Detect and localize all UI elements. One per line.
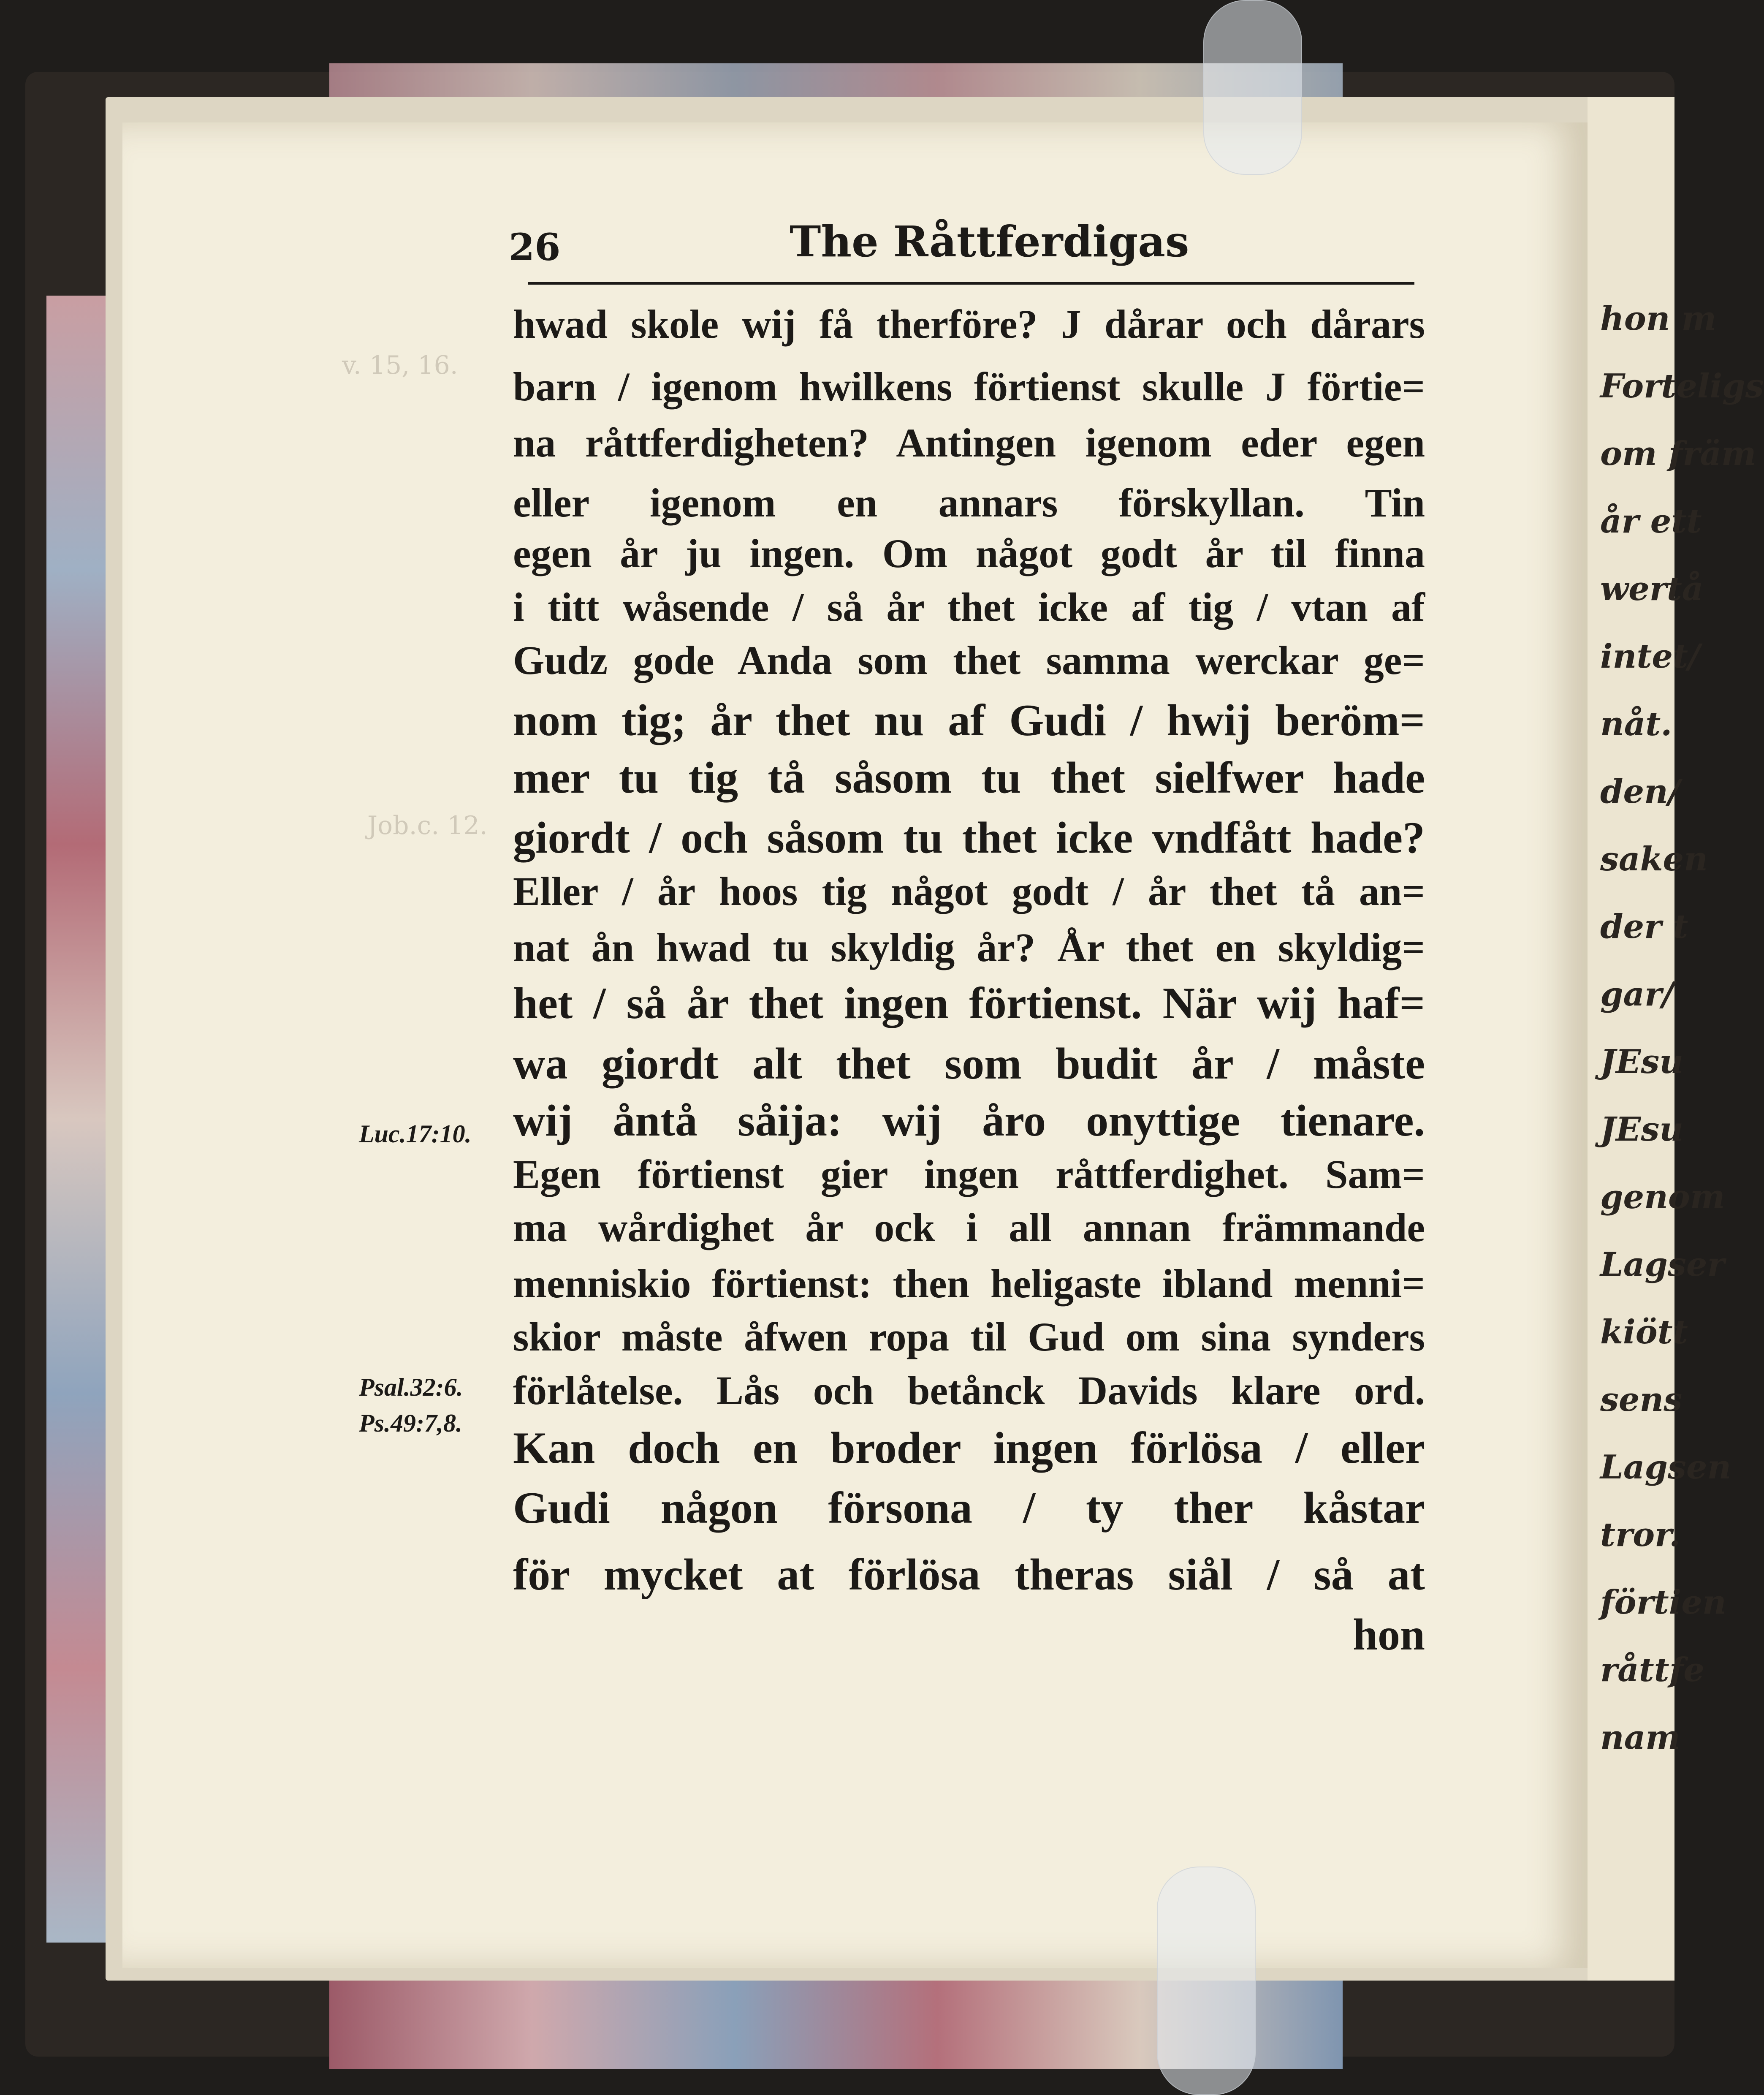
text-line: barn / igenom hwilkens förtienst skulle J förtie= [513, 364, 1425, 409]
text-line: mer tu tig tå såsom tu thet sielfwer hade [513, 753, 1425, 802]
margin-note: Luc.17:10. [359, 1120, 472, 1148]
facing-page-fragment: år ett [1600, 502, 1702, 541]
facing-page-fragment: genom [1600, 1178, 1725, 1216]
text-line: hon [1353, 1610, 1425, 1659]
text-line: Gudi någon försona / ty ther kåstar [513, 1483, 1425, 1533]
text-line: egen år ju ingen. Om något godt år til finna [513, 531, 1425, 576]
facing-page-fragment: gar/ [1600, 975, 1674, 1014]
facing-page-fragment: den/ [1600, 772, 1680, 811]
margin-note: Ps.49:7,8. [359, 1409, 462, 1437]
facing-page-fragment: sens [1600, 1380, 1683, 1419]
text-line: nom tig; år thet nu af Gudi / hwij beröm= [513, 696, 1425, 745]
text-line: na råttferdigheten? Antingen igenom eder egen [513, 420, 1425, 465]
text-line: Kan doch en broder ingen förlösa / eller [513, 1423, 1425, 1473]
marbled-endpaper-left [46, 296, 110, 1943]
text-line: hwad skole wij få therföre? J dårar och dårars [513, 302, 1425, 347]
text-line: menniskio förtienst: then heligaste ibland menni= [513, 1261, 1425, 1306]
text-line: skior måste åfwen ropa til Gud om sina synders [513, 1314, 1425, 1359]
facing-page-fragment: JEsu [1600, 1043, 1683, 1081]
page-clip-top [1203, 0, 1302, 175]
facing-page-fragment: Forteligs [1600, 367, 1764, 405]
text-line: het / så år thet ingen förtienst. När wij haf= [513, 978, 1425, 1028]
text-line: förlåtelse. Lås och betånck Davids klare ord. [513, 1368, 1425, 1413]
header-rule [528, 282, 1414, 285]
facing-page-fragment: kiött [1600, 1313, 1688, 1351]
facing-page-fragment: förtien [1600, 1583, 1726, 1622]
facing-page-fragment: wertå [1600, 570, 1704, 608]
text-line: Eller / år hoos tig något godt / år thet tå an= [513, 869, 1425, 914]
facing-page-fragment: JEsu [1600, 1110, 1683, 1149]
facing-page [1588, 97, 1764, 1981]
page-clip-bottom [1157, 1867, 1256, 2095]
margin-note: Psal.32:6. [359, 1373, 463, 1401]
text-line: eller igenom en annars förskyllan. Tin [513, 480, 1425, 525]
text-line: nat ån hwad tu skyldig år? År thet en skyldig= [513, 925, 1425, 970]
facing-page-fragment: nåt. [1600, 705, 1672, 743]
text-line: wa giordt alt thet som budit år / måste [513, 1039, 1425, 1088]
running-title: The Råttferdigas [790, 217, 1189, 266]
facing-page-fragment: intet/ [1600, 637, 1700, 676]
page-number: 26 [509, 225, 561, 269]
bleed-through-text: Job.c. 12. [367, 811, 488, 840]
facing-page-fragment: der t [1600, 908, 1688, 946]
facing-page-fragment: nam [1600, 1718, 1680, 1757]
facing-page-fragment: Lagser [1600, 1245, 1725, 1284]
bleed-through-text: v. 15, 16. [342, 351, 458, 380]
text-line: ma wårdighet år ock i all annan främmande [513, 1205, 1425, 1250]
facing-page-fragment: saken [1600, 840, 1708, 878]
facing-page-fragment: hon m [1600, 299, 1717, 338]
text-line: i titt wåsende / så år thet icke af tig / vtan af [513, 584, 1425, 630]
facing-page-fragment: tror. [1600, 1516, 1681, 1554]
facing-page-fragment: råttfe [1600, 1651, 1704, 1689]
text-line: giordt / och såsom tu thet icke vndfått hade? [513, 813, 1425, 862]
facing-page-fragment: Lagsen [1600, 1448, 1731, 1486]
text-line: Gudz gode Anda som thet samma werckar ge= [513, 638, 1425, 683]
text-line: wij åntå såija: wij åro onyttige tienare. [513, 1096, 1425, 1145]
text-line: Egen förtienst gier ingen råttferdighet. Sam= [513, 1152, 1425, 1197]
facing-page-fragment: om främ [1600, 435, 1756, 473]
text-line: för mycket at förlösa theras siål / så at [513, 1550, 1425, 1599]
